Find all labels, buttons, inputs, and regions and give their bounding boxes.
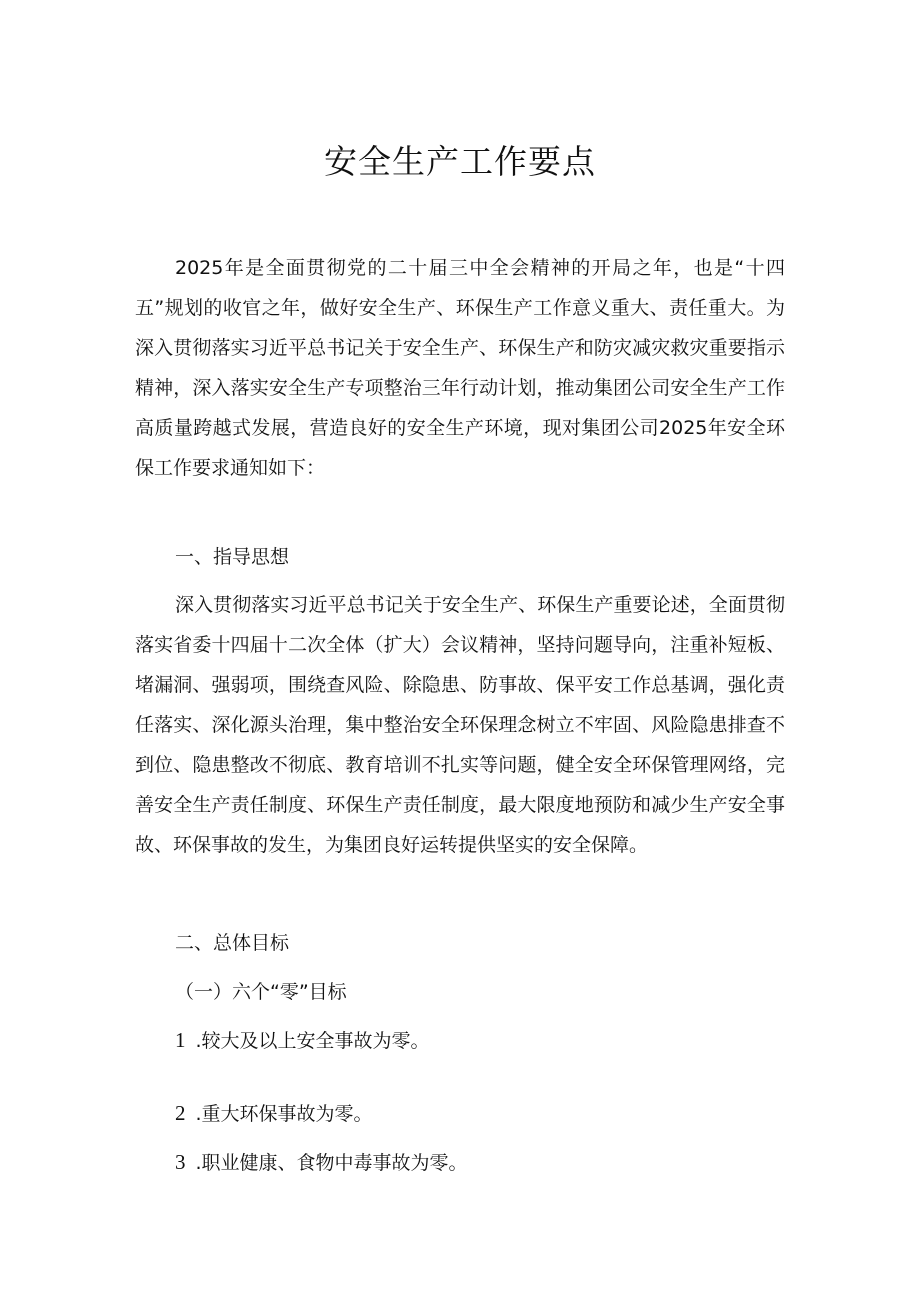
subsection-heading-six-zero-goals: （一）六个“零”目标 bbox=[175, 981, 347, 1003]
list-item bbox=[175, 1147, 468, 1178]
section-heading-overall-goals: 二、总体目标 bbox=[175, 932, 290, 954]
list-item-text: .较大及以上安全事故为零。 bbox=[195, 1030, 430, 1052]
list-item-number: 1 bbox=[175, 1028, 186, 1052]
intro-paragraph: 2025年是全面贯彻党的二十届三中全会精神的开局之年，也是“十四五”规划的收官之年，做好安全生产、环保生产工作意义重大、责任重大。为深入贯彻落实习近平总书记关于安全生产、环保生产和防灾减灾救灾重要指示精神，深入落实安全生产专项整治三年行动计划，推动集团公司安全生产工作高质量跨越式发展，营造良好的安全生产环境，现对集团公司2025年安全环保工作要求通知如下： bbox=[135, 257, 785, 479]
section-heading-guiding-thought: 一、指导思想 bbox=[175, 546, 290, 568]
list-item-text: .职业健康、食物中毒事故为零。 bbox=[195, 1152, 468, 1174]
list-item-number: 3 bbox=[175, 1150, 186, 1174]
list-item bbox=[175, 1098, 373, 1129]
list-item-text: .重大环保事故为零。 bbox=[195, 1103, 373, 1125]
guiding-thought-paragraph: 深入贯彻落实习近平总书记关于安全生产、环保生产重要论述，全面贯彻落实省委十四届十二次全体（扩大）会议精神，坚持问题导向，注重补短板、堵漏洞、强弱项，围绕查风险、除隐患、防事故、保平安工作总基调，强化责任落实、深化源头治理，集中整治安全环保理念树立不牢固、风险隐患排查不到位、隐患整改不彻底、教育培训不扎实等问题，健全安全环保管理网络，完善安全生产责任制度、环保生产责任制度，最大限度地预防和减少生产安全事故、环保事故的发生，为集团良好运转提供坚实的安全保障。 bbox=[135, 594, 785, 856]
list-item bbox=[175, 1025, 430, 1056]
list-item-number: 2 bbox=[175, 1101, 186, 1125]
document-title: 安全生产工作要点 bbox=[324, 142, 596, 181]
